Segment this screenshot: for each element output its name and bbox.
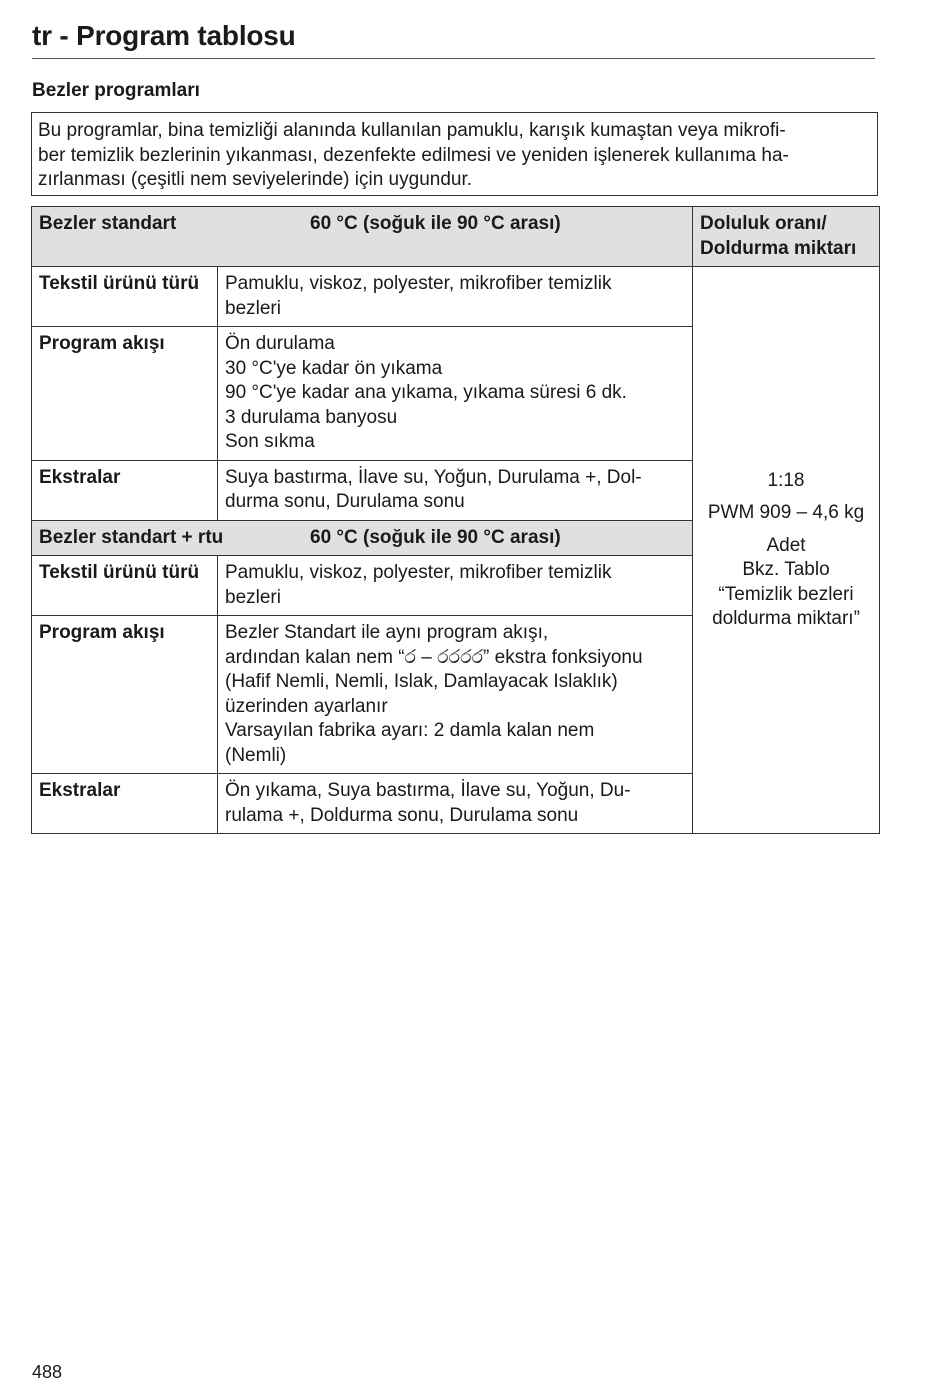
row-value-line: (Hafif Nemli, Nemli, Islak, Damlayacak Islaklık)	[225, 671, 618, 692]
row-value-line: bezleri	[225, 586, 281, 608]
row-value-line: üzerinden ayarlanır	[225, 695, 388, 717]
row-label: Tekstil ürünü türü	[32, 556, 218, 616]
row-value-line: Pamuklu, viskoz, polyester, mikrofiber temizlik	[225, 562, 612, 583]
intro-line: ber temizlik bezlerinin yıkanması, dezenfekte edilmesi ve yeniden işlenerek kullanıma ha-	[38, 144, 789, 166]
row-value-line: durma sonu, Durulama sonu	[225, 491, 465, 512]
row-value-line: bezleri	[225, 297, 281, 319]
fill-header	[693, 207, 880, 267]
row-value-line: Bezler Standart ile aynı program akışı,	[225, 622, 549, 643]
intro-line: zırlanması (çeşitli nem seviyelerinde) için uygundur.	[38, 169, 473, 190]
row-value-line: Ön yıkama, Suya bastırma, İlave su, Yoğun, Du-	[225, 780, 631, 801]
row-value-line: Pamuklu, viskoz, polyester, mikrofiber temizlik	[225, 273, 612, 294]
section-title: Bezler programları	[32, 80, 200, 101]
program-name: Bezler standart + rtu	[39, 526, 224, 548]
table-row	[32, 267, 880, 327]
intro-line: Bu programlar, bina temizliği alanında kullanılan pamuklu, karışık kumaştan veya mikrofi-	[38, 120, 786, 141]
fill-header-line: Doluluk oranı/	[700, 213, 827, 234]
fill-capacity: PWM 909 – 4,6 kg	[707, 502, 865, 523]
intro-box	[31, 112, 878, 196]
row-value-line: Varsayılan fabrika ayarı: 2 damla kalan nem	[225, 720, 595, 741]
row-value-line: Son sıkma	[225, 431, 315, 452]
fill-ratio: 1:18	[767, 469, 805, 491]
program-temperature: 60 °C (soğuk ile 90 °C arası)	[310, 213, 561, 234]
row-value	[218, 616, 693, 774]
row-label: Ekstralar	[32, 460, 218, 520]
row-value-line: Suya bastırma, İlave su, Yoğun, Durulama +, Dol-	[225, 466, 642, 488]
row-label: Tekstil ürünü türü	[32, 267, 218, 327]
row-value	[218, 774, 693, 834]
row-value-line: 90 °C'ye kadar ana yıkama, yıkama süresi 6 dk.	[225, 382, 627, 403]
fill-note-line: “Temizlik bezleri	[718, 583, 854, 605]
fill-info	[693, 267, 880, 834]
program-header	[32, 207, 693, 267]
row-value	[218, 267, 693, 327]
program-name: Bezler standart	[39, 213, 177, 234]
fill-note-line: Bkz. Tablo	[742, 559, 830, 580]
fill-note-line: doldurma miktarı”	[712, 608, 860, 629]
row-value-line: (Nemli)	[225, 744, 287, 766]
row-label: Program akışı	[32, 327, 218, 461]
program-temperature: 60 °C (soğuk ile 90 °C arası)	[310, 526, 561, 548]
page-title: tr - Program tablosu	[32, 20, 875, 59]
program-table	[31, 206, 880, 834]
row-value	[218, 327, 693, 461]
row-value-line: rulama +, Doldurma sonu, Durulama sonu	[225, 804, 579, 826]
page-number: 488	[32, 1362, 63, 1382]
program-header-row	[32, 207, 880, 267]
row-value-line: 3 durulama banyosu	[225, 406, 398, 428]
fill-header-line: Doldurma miktarı	[700, 237, 857, 259]
row-value	[218, 556, 693, 616]
row-value-line: ardından kalan nem “෮ – ෮෮෮෮” ekstra fonksiyonu	[225, 646, 643, 668]
program-header	[32, 520, 693, 556]
row-value	[218, 460, 693, 520]
row-label: Ekstralar	[32, 774, 218, 834]
fill-note-line: Adet	[766, 534, 806, 556]
row-value-line: Ön durulama	[225, 333, 335, 354]
row-label: Program akışı	[32, 616, 218, 774]
row-value-line: 30 °C'ye kadar ön yıkama	[225, 357, 443, 379]
